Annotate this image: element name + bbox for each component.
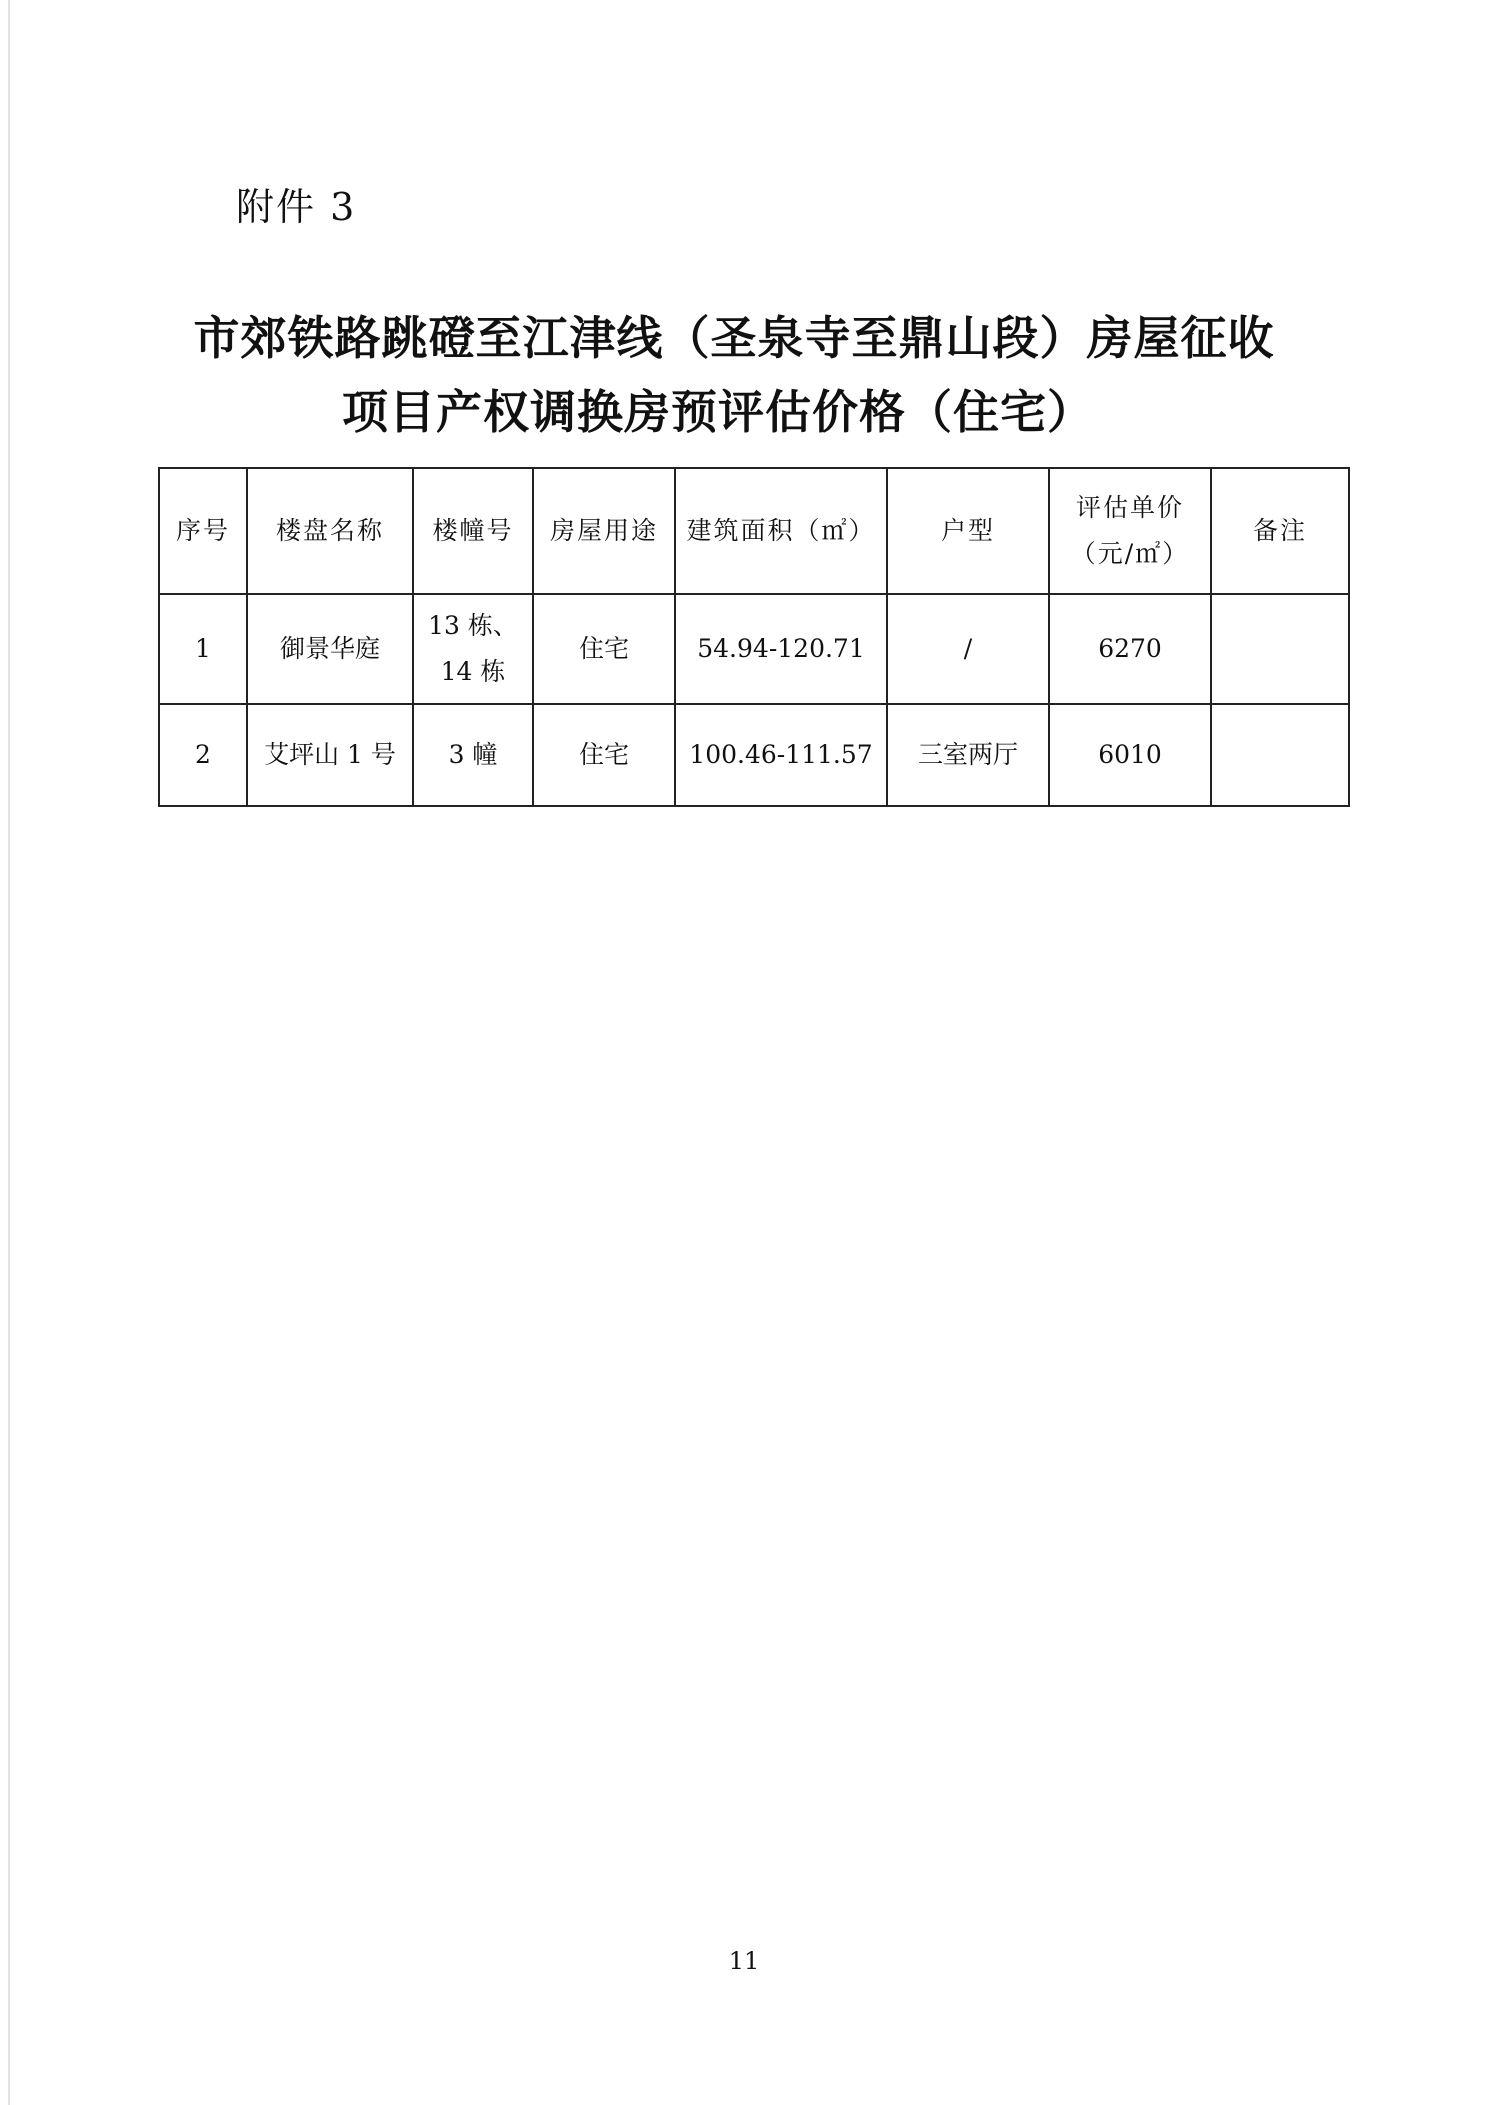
page-number: 11 <box>728 1947 760 1975</box>
header-use: 房屋用途 <box>533 468 675 594</box>
cell-layout: 三室两厅 <box>887 704 1049 806</box>
header-layout: 户型 <box>887 468 1049 594</box>
table-header-row <box>159 468 1349 594</box>
cell-area: 100.46-111.57 <box>675 704 887 806</box>
cell-estate: 御景华庭 <box>247 594 413 704</box>
cell-use: 住宅 <box>533 594 675 704</box>
header-remark: 备注 <box>1211 468 1349 594</box>
document-title-line-2: 项目产权调换房预评估价格（住宅） <box>342 385 1094 439</box>
header-price <box>1049 468 1211 594</box>
cell-remark <box>1211 704 1349 806</box>
header-price-line-2: （元/㎡） <box>1070 539 1190 568</box>
header-seq: 序号 <box>159 468 247 594</box>
cell-price: 6270 <box>1049 594 1211 704</box>
cell-price: 6010 <box>1049 704 1211 806</box>
document-title-line-1: 市郊铁路跳磴至江津线（圣泉寺至鼎山段）房屋征收 <box>193 311 1275 365</box>
table-row <box>159 704 1349 806</box>
header-area: 建筑面积（㎡） <box>675 468 887 594</box>
header-price-line-1: 评估单价 <box>1075 493 1184 522</box>
cell-area: 54.94-120.71 <box>675 594 887 704</box>
header-estate: 楼盘名称 <box>247 468 413 594</box>
cell-use: 住宅 <box>533 704 675 806</box>
cell-estate: 艾坪山 1 号 <box>247 704 413 806</box>
cell-building-line-2: 14 栋 <box>440 657 506 686</box>
table-row <box>159 594 1349 704</box>
cell-seq: 1 <box>159 594 247 704</box>
header-building: 楼幢号 <box>413 468 533 594</box>
cell-building <box>413 594 533 704</box>
attachment-label: 附件 3 <box>236 185 357 229</box>
cell-remark <box>1211 594 1349 704</box>
cell-seq: 2 <box>159 704 247 806</box>
price-table <box>158 467 1350 807</box>
cell-building-line-1: 13 栋、 <box>428 611 518 640</box>
cell-layout: / <box>887 594 1049 704</box>
cell-building: 3 幢 <box>413 704 533 806</box>
